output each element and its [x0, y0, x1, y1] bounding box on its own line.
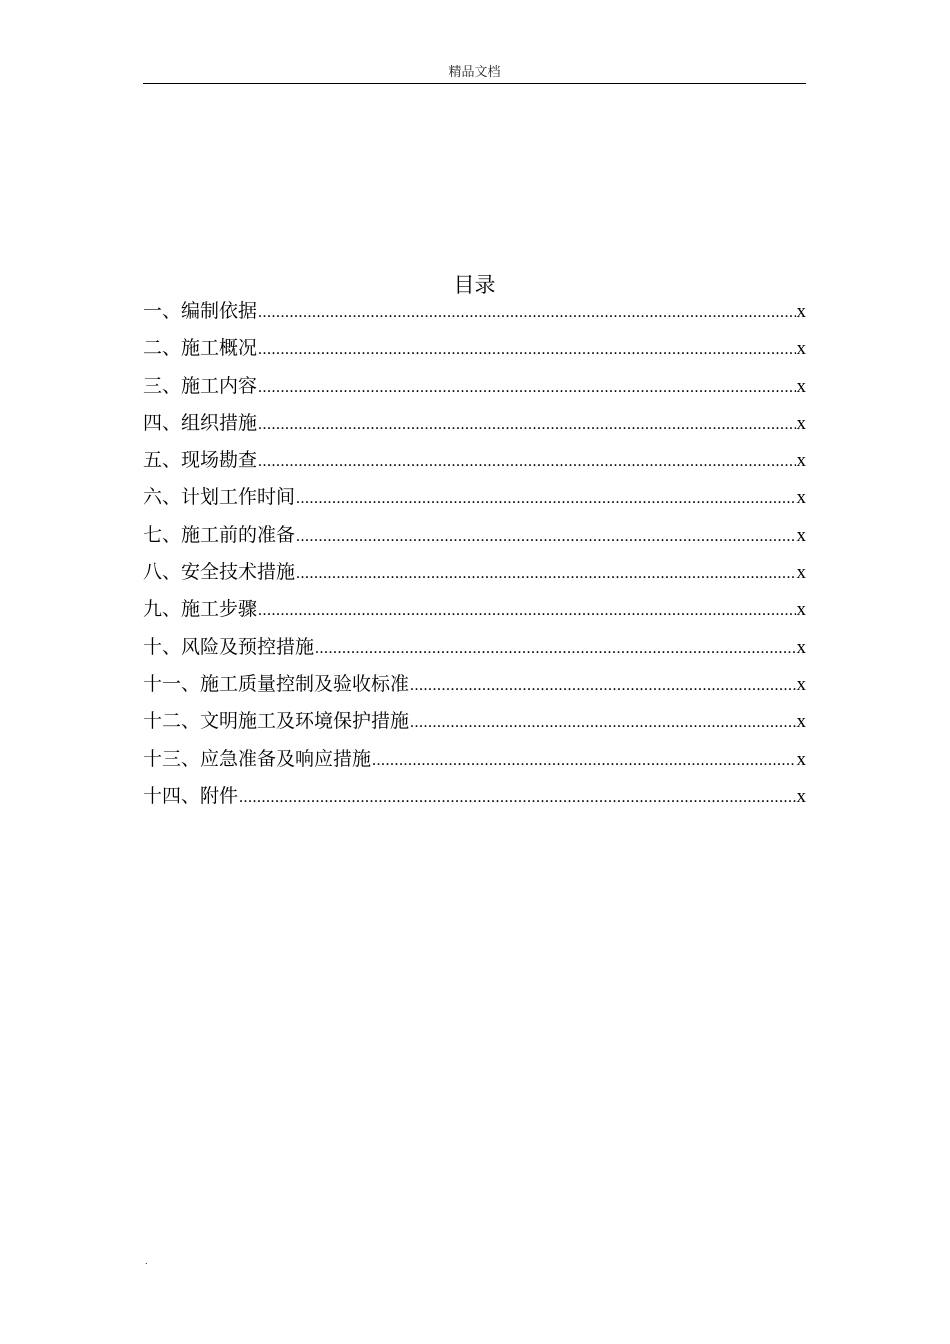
toc-entry-label: 十一、施工质量控制及验收标准 — [143, 672, 410, 695]
toc-page-number: x — [796, 450, 806, 472]
toc-entry[interactable] — [143, 595, 806, 632]
page-footer: . — [145, 1257, 148, 1266]
toc-entry[interactable] — [143, 558, 806, 595]
toc-entry[interactable] — [143, 707, 806, 744]
toc-entry[interactable] — [143, 745, 806, 782]
toc-leader-dots — [258, 597, 795, 625]
toc-leader-dots — [258, 336, 795, 364]
toc-leader-dots — [296, 560, 795, 588]
toc-entry[interactable] — [143, 409, 806, 446]
toc-title: 目录 — [453, 273, 496, 297]
toc-entry-label: 六、计划工作时间 — [143, 486, 296, 509]
toc-page-number: x — [796, 636, 806, 658]
toc-leader-dots — [372, 747, 795, 775]
toc-entry[interactable] — [143, 334, 806, 371]
toc-page-number: x — [796, 748, 806, 770]
toc-leader-dots — [258, 411, 795, 439]
toc-leader-dots — [239, 784, 795, 812]
toc-entry-label: 二、施工概况 — [143, 337, 258, 360]
toc-entry[interactable] — [143, 521, 806, 558]
toc-entry-label: 九、施工步骤 — [143, 598, 258, 621]
toc-entry[interactable] — [143, 446, 806, 483]
toc-entry-label: 三、施工内容 — [143, 374, 258, 397]
toc-entry-label: 七、施工前的准备 — [143, 523, 296, 546]
toc-entry[interactable] — [143, 483, 806, 520]
header-divider — [143, 83, 806, 84]
toc-entry-label: 五、现场勘查 — [143, 449, 258, 472]
toc-entry-label: 八、安全技术措施 — [143, 561, 296, 584]
toc-page-number: x — [796, 599, 806, 621]
toc-leader-dots — [410, 672, 795, 700]
toc-page-number: x — [796, 711, 806, 733]
toc-page-number: x — [796, 301, 806, 322]
toc-entry[interactable] — [143, 670, 806, 707]
toc-leader-dots — [410, 709, 795, 737]
toc-entry-label: 十四、附件 — [143, 784, 239, 807]
toc-entry[interactable] — [143, 372, 806, 409]
toc-leader-dots — [258, 448, 795, 476]
toc-entry-label: 一、编制依据 — [143, 300, 258, 322]
toc-page-number: x — [796, 338, 806, 360]
toc-entry[interactable] — [143, 633, 806, 670]
table-of-contents — [143, 297, 806, 819]
toc-page-number: x — [796, 487, 806, 509]
toc-page-number: x — [796, 785, 806, 807]
toc-leader-dots — [296, 485, 795, 513]
page-header: 精品文档 — [448, 65, 501, 80]
toc-entry-label: 十三、应急准备及响应措施 — [143, 747, 372, 770]
toc-leader-dots — [258, 299, 795, 327]
toc-page-number: x — [796, 412, 806, 434]
toc-leader-dots — [315, 635, 795, 663]
toc-page-number: x — [796, 562, 806, 584]
toc-page-number: x — [796, 524, 806, 546]
toc-entry-label: 四、组织措施 — [143, 411, 258, 434]
toc-page-number: x — [796, 673, 806, 695]
toc-page-number: x — [796, 375, 806, 397]
toc-entry-label: 十二、文明施工及环境保护措施 — [143, 710, 410, 733]
toc-entry[interactable] — [143, 782, 806, 819]
toc-leader-dots — [258, 374, 795, 402]
toc-entry-label: 十、风险及预控措施 — [143, 635, 315, 658]
toc-entry[interactable] — [143, 297, 806, 334]
toc-leader-dots — [296, 523, 795, 551]
